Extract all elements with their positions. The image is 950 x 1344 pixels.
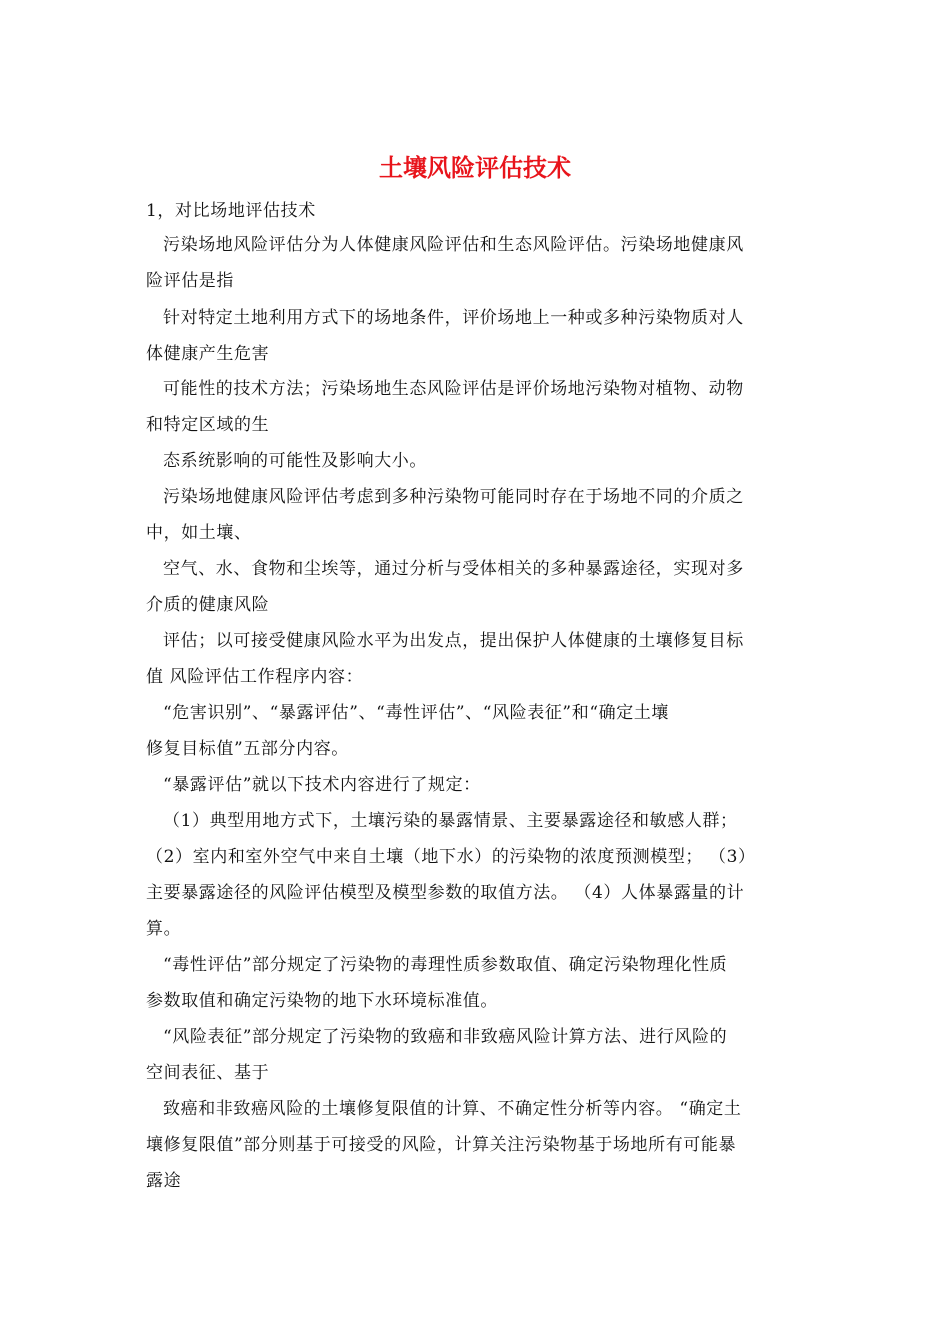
text-line: “风险表征”部分规定了污染物的致癌和非致癌风险计算方法、进行风险的: [163, 1027, 728, 1047]
text-line: （1）典型用地方式下，土壤污染的暴露情景、主要暴露途径和敏感人群；: [163, 811, 738, 831]
text-line: 险评估是指: [146, 271, 234, 291]
text-line: 空间表征、基于: [146, 1063, 270, 1083]
text-line: 主要暴露途径的风险评估模型及模型参数的取值方法。 （4）人体暴露量的计: [146, 883, 745, 903]
text-line: 评估；以可接受健康风险水平为出发点，提出保护人体健康的土壤修复目标: [163, 631, 744, 651]
text-line: 算。: [146, 919, 182, 939]
text-line: 致癌和非致癌风险的土壤修复限值的计算、不确定性分析等内容。 “确定土: [163, 1099, 742, 1119]
text-line: “毒性评估”部分规定了污染物的毒理性质参数取值、确定污染物理化性质: [163, 955, 728, 975]
text-line: 参数取值和确定污染物的地下水环境标准值。: [146, 991, 498, 1011]
text-line: 体健康产生危害: [146, 344, 270, 364]
text-line: 针对特定土地利用方式下的场地条件，评价场地上一种或多种污染物质对人: [163, 308, 744, 328]
text-line: 污染场地健康风险评估考虑到多种污染物可能同时存在于场地不同的介质之: [163, 487, 744, 507]
text-line: “暴露评估”就以下技术内容进行了规定：: [163, 775, 481, 795]
text-line: 露途: [146, 1171, 182, 1191]
text-line: （2）室内和室外空气中来自土壤（地下水）的污染物的浓度预测模型； （3）: [146, 847, 756, 867]
text-line: 值 风险评估工作程序内容：: [146, 667, 364, 687]
text-line: 壤修复限值”部分则基于可接受的风险，计算关注污染物基于场地所有可能暴: [146, 1135, 737, 1155]
text-line: 空气、水、食物和尘埃等，通过分析与受体相关的多种暴露途径，实现对多: [163, 559, 744, 579]
text-line: 中，如土壤、: [146, 523, 252, 543]
text-line: 介质的健康风险: [146, 595, 270, 615]
text-line: 态系统影响的可能性及影响大小。: [163, 451, 427, 471]
text-line: 污染场地风险评估分为人体健康风险评估和生态风险评估。污染场地健康风: [163, 235, 744, 255]
section-heading: 1，对比场地评估技术: [146, 201, 316, 221]
text-line: 可能性的技术方法；污染场地生态风险评估是评价场地污染物对植物、动物: [163, 379, 744, 399]
text-line: 修复目标值”五部分内容。: [146, 739, 349, 759]
text-line: “危害识别”、“暴露评估”、“毒性评估”、“风险表征”和“确定土壤: [163, 703, 670, 723]
text-line: 和特定区域的生: [146, 415, 270, 435]
document-title: 土壤风险评估技术: [379, 153, 571, 182]
